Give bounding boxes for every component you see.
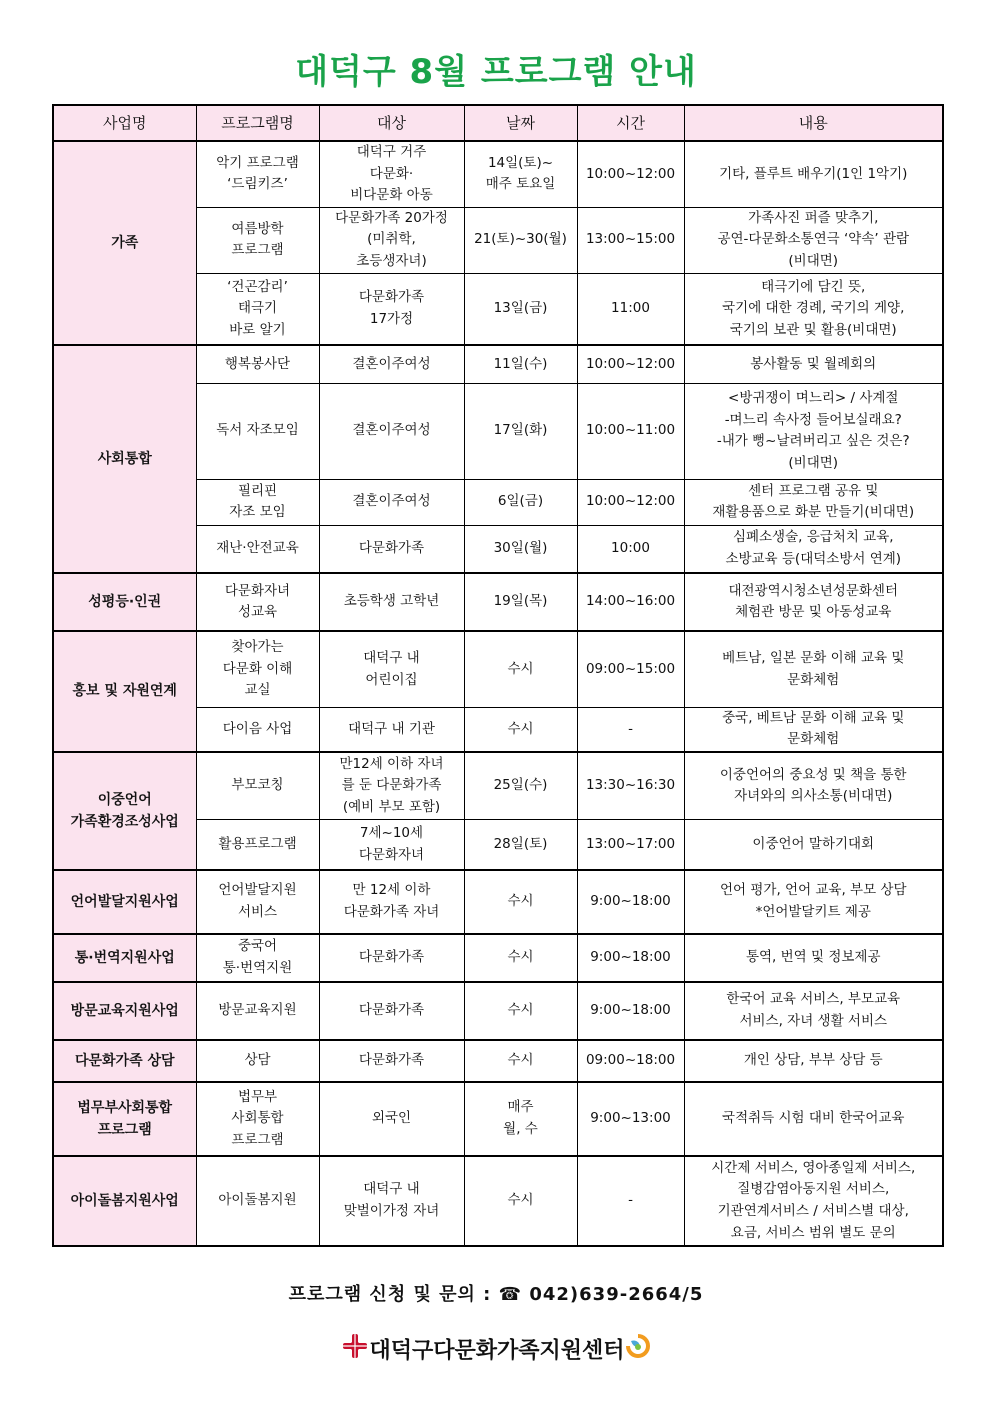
time-cell: - (577, 1156, 684, 1246)
target-cell: 대덕구 내 기관 (319, 707, 464, 752)
program-name-cell: 찾아가는 다문화 이해 교실 (196, 631, 319, 707)
time-cell: 14:00~16:00 (577, 573, 684, 631)
program-name-cell: 중국어 통·번역지원 (196, 934, 319, 982)
content-cell: <방귀쟁이 며느리> / 사계절 -며느리 속사정 들어보실래요? -내가 뻥~날려버리고 싶은 것은? (비대면) (684, 383, 943, 479)
time-cell: 9:00~18:00 (577, 870, 684, 934)
table-row (53, 141, 943, 207)
content-cell: 이중언어의 중요성 및 책을 통한 자녀와의 의사소통(비대면) (684, 752, 943, 820)
center-name: 대덕구다문화가족지원센터 (369, 1338, 625, 1364)
time-cell: 9:00~13:00 (577, 1082, 684, 1156)
date-cell: 17일(화) (464, 383, 577, 479)
program-name-cell: 아이돌봄지원 (196, 1156, 319, 1246)
category-cell: 가족 (53, 141, 196, 345)
date-cell: 11일(수) (464, 345, 577, 383)
leaf-swirl-icon (625, 1333, 651, 1365)
program-name-cell: 악기 프로그램 ‘드림키즈’ (196, 141, 319, 207)
content-cell: 가족사진 퍼즐 맞추기, 공연-다문화소통연극 ‘약속’ 관람 (비대면) (684, 207, 943, 273)
program-name-cell: 여름방학 프로그램 (196, 207, 319, 273)
time-cell: 11:00 (577, 273, 684, 345)
target-cell: 결혼이주여성 (319, 383, 464, 479)
content-cell: 베트남, 일본 문화 이해 교육 및 문화체험 (684, 631, 943, 707)
table-row (53, 752, 943, 820)
category-cell: 성평등·인권 (53, 573, 196, 631)
time-cell: - (577, 707, 684, 752)
category-cell: 통·번역지원사업 (53, 934, 196, 982)
content-cell: 봉사활동 및 월례회의 (684, 345, 943, 383)
category-cell: 언어발달지원사업 (53, 870, 196, 934)
table-row (53, 1040, 943, 1082)
program-table (52, 104, 944, 1247)
date-cell: 14일(토)~ 매주 토요일 (464, 141, 577, 207)
date-cell: 28일(토) (464, 820, 577, 870)
contact-label: 프로그램 신청 및 문의 : (288, 1284, 499, 1305)
content-cell: 대전광역시청소년성문화센터 체험관 방문 및 아동성교육 (684, 573, 943, 631)
category-cell: 아이돌봄지원사업 (53, 1156, 196, 1246)
date-cell: 수시 (464, 982, 577, 1040)
date-cell: 수시 (464, 934, 577, 982)
content-cell: 통역, 번역 및 정보제공 (684, 934, 943, 982)
content-cell: 태극기에 담긴 뜻, 국기에 대한 경례, 국기의 게양, 국기의 보관 및 활용(비대면) (684, 273, 943, 345)
program-name-cell: 법무부 사회통합 프로그램 (196, 1082, 319, 1156)
time-cell: 10:00~12:00 (577, 345, 684, 383)
time-cell: 13:30~16:30 (577, 752, 684, 820)
date-cell: 매주 월, 수 (464, 1082, 577, 1156)
content-cell: 센터 프로그램 공유 및 재활용품으로 화분 만들기(비대면) (684, 479, 943, 525)
program-name-cell: ‘건곤감리’ 태극기 바로 알기 (196, 273, 319, 345)
program-name-cell: 재난·안전교육 (196, 525, 319, 573)
date-cell: 21(토)~30(월) (464, 207, 577, 273)
category-cell: 법무부사회통합 프로그램 (53, 1082, 196, 1156)
table-row (53, 1082, 943, 1156)
content-cell: 한국어 교육 서비스, 부모교육 서비스, 자녀 생활 서비스 (684, 982, 943, 1040)
date-cell: 19일(목) (464, 573, 577, 631)
content-cell: 심폐소생술, 응급처치 교육, 소방교육 등(대덕소방서 연계) (684, 525, 943, 573)
time-cell: 13:00~17:00 (577, 820, 684, 870)
content-cell: 이중언어 말하기대회 (684, 820, 943, 870)
target-cell: 초등학생 고학년 (319, 573, 464, 631)
target-cell: 다문화가족 (319, 982, 464, 1040)
target-cell: 다문화가족 (319, 1040, 464, 1082)
phone-icon: ☎ (498, 1284, 523, 1305)
page-title: 대덕구 8월 프로그램 안내 (295, 52, 697, 92)
date-cell: 6일(금) (464, 479, 577, 525)
content-cell: 국적취득 시험 대비 한국어교육 (684, 1082, 943, 1156)
target-cell: 대덕구 내 어린이집 (319, 631, 464, 707)
category-cell: 방문교육지원사업 (53, 982, 196, 1040)
date-cell: 13일(금) (464, 273, 577, 345)
target-cell: 7세~10세 다문화자녀 (319, 820, 464, 870)
time-cell: 09:00~18:00 (577, 1040, 684, 1082)
table-row (53, 573, 943, 631)
caritas-cross-icon (341, 1332, 369, 1366)
header-target: 대상 (319, 105, 464, 141)
content-cell: 중국, 베트남 문화 이해 교육 및 문화체험 (684, 707, 943, 752)
target-cell: 외국인 (319, 1082, 464, 1156)
program-name-cell: 언어발달지원 서비스 (196, 870, 319, 934)
program-name-cell: 필리핀 자조 모임 (196, 479, 319, 525)
table-row (53, 345, 943, 383)
table-row (53, 1156, 943, 1246)
target-cell: 만12세 이하 자녀 를 둔 다문화가족 (예비 부모 포함) (319, 752, 464, 820)
table-row (53, 870, 943, 934)
target-cell: 다문화가족 20가정 (미취학, 초등생자녀) (319, 207, 464, 273)
contact-footer (0, 1280, 992, 1306)
table-row (53, 982, 943, 1040)
content-cell: 개인 상담, 부부 상담 등 (684, 1040, 943, 1082)
contact-phone: 042)639-2664/5 (529, 1284, 704, 1305)
table-row (53, 934, 943, 982)
content-cell: 시간제 서비스, 영아종일제 서비스, 질병감염아동지원 서비스, 기관연계서비스 / 서비스별 대상, 요금, 서비스 범위 별도 문의 (684, 1156, 943, 1246)
date-cell: 30일(월) (464, 525, 577, 573)
date-cell: 수시 (464, 1040, 577, 1082)
target-cell: 다문화가족 (319, 525, 464, 573)
date-cell: 수시 (464, 707, 577, 752)
center-logo (0, 1332, 992, 1366)
program-name-cell: 방문교육지원 (196, 982, 319, 1040)
time-cell: 10:00~11:00 (577, 383, 684, 479)
program-name-cell: 독서 자조모임 (196, 383, 319, 479)
header-content: 내용 (684, 105, 943, 141)
content-cell: 언어 평가, 언어 교육, 부모 상담 *언어발달키트 제공 (684, 870, 943, 934)
date-cell: 수시 (464, 870, 577, 934)
program-name-cell: 활용프로그램 (196, 820, 319, 870)
table-header-row (53, 105, 943, 141)
category-cell: 이중언어 가족환경조성사업 (53, 752, 196, 870)
target-cell: 만 12세 이하 다문화가족 자녀 (319, 870, 464, 934)
category-cell: 다문화가족 상담 (53, 1040, 196, 1082)
content-cell: 기타, 플루트 배우기(1인 1악기) (684, 141, 943, 207)
target-cell: 다문화가족 (319, 934, 464, 982)
target-cell: 결혼이주여성 (319, 345, 464, 383)
target-cell: 다문화가족 17가정 (319, 273, 464, 345)
category-cell: 홍보 및 자원연계 (53, 631, 196, 752)
time-cell: 10:00~12:00 (577, 141, 684, 207)
program-name-cell: 행복봉사단 (196, 345, 319, 383)
program-name-cell: 부모코칭 (196, 752, 319, 820)
target-cell: 결혼이주여성 (319, 479, 464, 525)
table-row (53, 631, 943, 707)
date-cell: 25일(수) (464, 752, 577, 820)
program-name-cell: 다문화자녀 성교육 (196, 573, 319, 631)
program-name-cell: 다이음 사업 (196, 707, 319, 752)
header-program: 프로그램명 (196, 105, 319, 141)
program-name-cell: 상담 (196, 1040, 319, 1082)
target-cell: 대덕구 거주 다문화· 비다문화 아동 (319, 141, 464, 207)
header-date: 날짜 (464, 105, 577, 141)
target-cell: 대덕구 내 맞벌이가정 자녀 (319, 1156, 464, 1246)
header-business: 사업명 (53, 105, 196, 141)
time-cell: 10:00 (577, 525, 684, 573)
time-cell: 13:00~15:00 (577, 207, 684, 273)
date-cell: 수시 (464, 631, 577, 707)
time-cell: 09:00~15:00 (577, 631, 684, 707)
time-cell: 9:00~18:00 (577, 934, 684, 982)
category-cell: 사회통합 (53, 345, 196, 573)
date-cell: 수시 (464, 1156, 577, 1246)
time-cell: 10:00~12:00 (577, 479, 684, 525)
time-cell: 9:00~18:00 (577, 982, 684, 1040)
header-time: 시간 (577, 105, 684, 141)
